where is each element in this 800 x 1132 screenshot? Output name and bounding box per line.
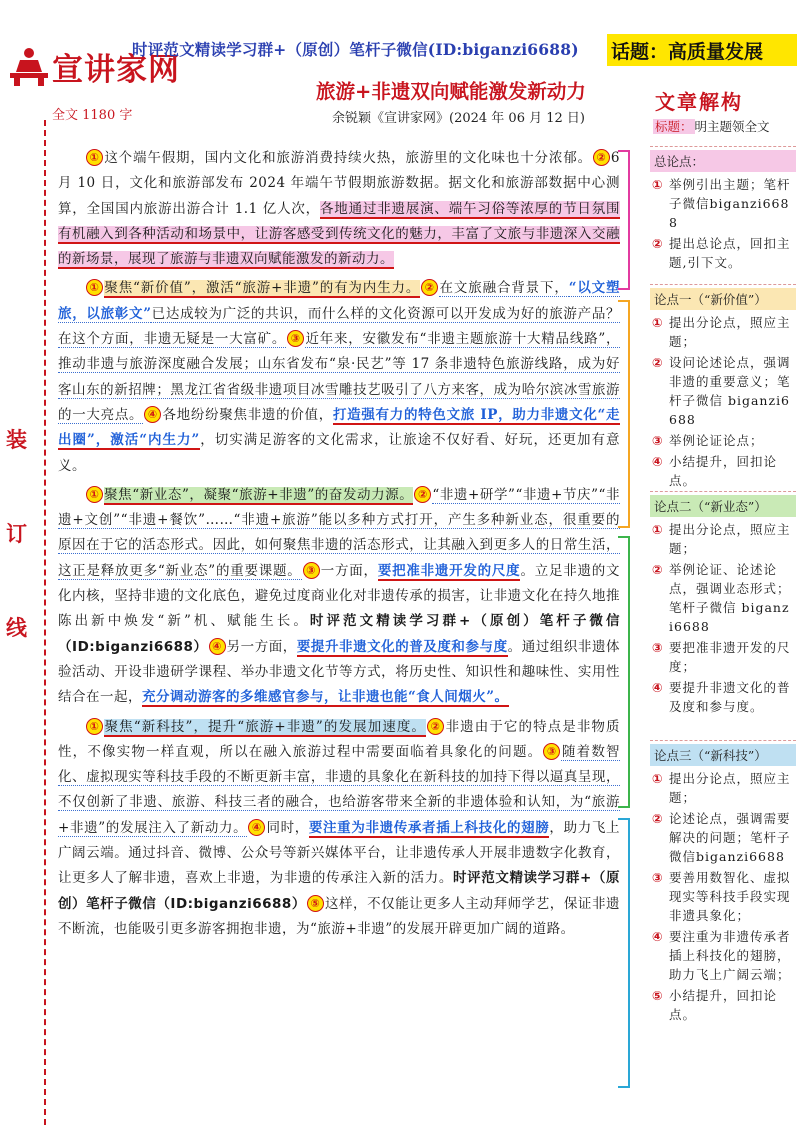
section-item (652, 638, 794, 676)
marker: ② (593, 149, 610, 166)
binding-char-2: 订 (6, 521, 27, 546)
sentence: ，助力飞上广阔云端。通过抖音、微博、公众号等新兴媒体平台，让非遗传承人开展非遗数字化教育，让更多人了解非遗，喜欢上非遗，为非遗的传承注入新的活力。 (58, 819, 621, 887)
point-heading: 聚焦“新价值”，激活“旅游+非遗”的有为内生力。 (104, 280, 421, 297)
item-text: 小结提升，回扣论点。 (669, 454, 778, 488)
marker: ④ (248, 819, 265, 836)
ad-text: 时评范文精读学习群+（原创）笔杆子微信（ID:biganzi6688） (58, 613, 620, 655)
marker: ④ (209, 638, 226, 655)
item-number: ⑤ (652, 988, 663, 1003)
sidebar-divider (650, 284, 796, 285)
marker: ④ (144, 406, 161, 423)
sidebar-divider (650, 491, 796, 492)
item-number: ① (652, 522, 663, 537)
item-number: ③ (652, 433, 663, 448)
sentence: 近年来，安徽发布“非遗主题旅游十大精品线路”，推动非遗与旅游深度融合发展；山东省发布“泉·民艺”等 17 条非遗特色旅游线路，成为好客山东的新招牌；黑龙江省省级非遗项目冰雪雕技艺吸引了八方来客，成为哈尔滨冰雪旅游的一大亮点。 (58, 331, 620, 423)
section-item (652, 452, 794, 490)
sentence: 另一方面， (226, 638, 297, 655)
binding-char-1: 装 (6, 427, 27, 452)
section-item (652, 809, 794, 866)
section-item (652, 175, 794, 232)
article-title: 旅游+非遗双向赋能激发新动力 (316, 80, 586, 103)
bracket-green (618, 536, 630, 808)
section-item (652, 769, 794, 807)
key-phrase: “以文塑旅，以旅彰文” (58, 280, 621, 322)
point-heading: 聚焦“新业态”，凝聚“旅游+非遗”的奋发动力源。 (104, 486, 414, 503)
sentence: 已达成较为广泛的共识，而什么样的文化资源可以开发成为好的旅游产品？在这个方面，非遗无疑是一大富矿。 (58, 305, 621, 348)
sentence: 在文旅融合背景下， (439, 280, 569, 297)
item-number: ③ (652, 640, 663, 655)
item-text: 论述论点，强调需要解决的问题；笔杆子微信biganzi6688 (669, 811, 791, 864)
item-text: 举例论证论点； (669, 433, 764, 448)
marker: ② (427, 718, 444, 735)
paragraph-1 (54, 146, 624, 272)
header-topline: 时评范文精读学习群+（原创）笔杆子微信(ID:biganzi6688) (132, 40, 579, 59)
article-byline: 余锐颖《宣讲家网》(2024 年 06 月 12 日) (332, 111, 585, 126)
sentence: ，切实满足游客的文化需求，让旅途不仅好看、好玩，还更加有意义。 (58, 432, 621, 474)
logo-figure-icon (8, 46, 50, 86)
item-number: ② (652, 562, 663, 577)
item-text: 提出分论点，照应主题； (669, 522, 791, 556)
sentence: 。立足非遗的文化内核，坚持非遗的文化底色，避免过度商业化对非遗传承的损害，让非遗文化在持久地推陈出新中焕发“新”机、赋能生长。 (58, 562, 621, 630)
marker: ⑤ (307, 895, 324, 912)
paragraph-3 (54, 483, 624, 711)
section-item (652, 353, 794, 429)
section-items (650, 766, 796, 1024)
marker: ② (414, 486, 431, 503)
item-text: 提出分论点，照应主题； (669, 315, 791, 349)
item-text: 设问论述论点，强调非遗的重要意义；笔杆子微信 biganzi6688 (669, 355, 791, 427)
item-number: ④ (652, 680, 663, 695)
item-number: ② (652, 355, 663, 370)
marker: ③ (287, 330, 304, 347)
item-text: 举例论证、论述论点，强调业态形式；笔杆子微信 biganzi6688 (669, 562, 791, 634)
section-heading: 论点三（“新科技”） (650, 744, 796, 766)
binding-char-3: 线 (6, 615, 27, 640)
marker: ③ (303, 562, 320, 579)
section-item (652, 234, 794, 272)
section-items (650, 172, 796, 272)
item-number: ④ (652, 929, 663, 944)
item-text: 举例引出主题；笔杆子微信biganzi6688 (669, 177, 791, 230)
item-text: 要提升非遗文化的普及度和参与度。 (669, 680, 791, 714)
sentence: “非遗+研学”“非遗+节庆”“非遗+文创”“非遗+餐饮”……“非遗+旅游”能以多种方式打开，产生多种新业态，很重要的原因在于它的活态形式。因此，如何聚焦非遗的活态形式，让其融入到更多人的日常生活，这正是释放更多“新业态”的重要课题。 (58, 486, 620, 579)
sidebar-heading: 文章解构 (655, 90, 743, 114)
sentence: 同时， (266, 819, 309, 836)
item-text: 提出分论点，照应主题； (669, 771, 791, 805)
section-items (650, 517, 796, 716)
key-phrase: 要把准非遗开发的尺度 (377, 562, 521, 579)
key-phrase: 要注重为非遗传承者插上科技化的翅膀 (308, 819, 550, 836)
section-item (652, 868, 794, 925)
paragraph-4 (54, 715, 624, 943)
item-text: 要注重为非遗传承者插上科技化的翅膀，助力飞上广阔云端； (669, 929, 791, 982)
sentence: 这个端午假期，国内文化和旅游消费持续火热，旅游里的文化味也十分浓郁。 (104, 150, 592, 166)
key-phrase: 充分调动游客的多维感官参与，让非遗也能“食人间烟火”。 (142, 689, 509, 706)
ad-text: 时评范文精读学习群+（原创）笔杆子微信（ID:biganzi6688） (58, 870, 621, 912)
bracket-pink (618, 150, 630, 290)
section-item (652, 431, 794, 450)
key-phrase: 打造强有力的特色文旅 IP，助力非遗文化“走出圈”，激活“内生力” (58, 406, 621, 449)
sentence: 一方面， (320, 562, 378, 579)
section-heading: 总论点： (650, 150, 796, 172)
marker: ① (86, 718, 103, 735)
section-item (652, 927, 794, 984)
item-number: ② (652, 236, 663, 251)
article-body (54, 146, 624, 942)
item-number: ① (652, 315, 663, 330)
marker: ③ (543, 743, 560, 760)
item-number: ① (652, 771, 663, 786)
title-tag (653, 117, 770, 135)
section-heading: 论点二（“新业态”） (650, 495, 796, 517)
item-text: 提出总论点，回扣主题,引下文。 (669, 236, 791, 270)
section-item (652, 678, 794, 716)
sidebar-section-point-2 (650, 495, 796, 718)
sidebar-section-overview (650, 150, 796, 274)
section-heading: 论点一（“新价值”） (650, 288, 796, 310)
sentence: 随着数智化、虚拟现实等科技手段的不断更新丰富，非遗的具象化在新科技的加持下得以逼真呈现，不仅创新了非遗、旅游、科技三者的融合，也给游客带来全新的非遗体验和认知，为“旅游+非遗”的发展注入了新动力。 (58, 743, 620, 836)
section-item (652, 313, 794, 351)
section-item (652, 560, 794, 636)
item-number: ③ (652, 870, 663, 885)
marker: ② (421, 279, 438, 296)
topic-badge: 话题：高质量发展 (607, 34, 797, 66)
sidebar-divider (650, 146, 796, 147)
marker: ① (86, 279, 103, 296)
bracket-blue (618, 818, 630, 1088)
title-tag-value: 明主题领全文 (694, 119, 770, 134)
sentence: 这样，不仅能让更多人主动拜师学艺，保证非遗不断流，也能吸引更多游客拥抱非遗，为“旅游+非遗”的发展开辟更加广阔的道路。 (58, 895, 620, 937)
sidebar-divider (650, 740, 796, 741)
bracket-orange (618, 300, 630, 528)
sidebar-section-point-3 (650, 744, 796, 1026)
sentence: 各地纷纷聚焦非遗的价值， (162, 406, 333, 423)
highlight-sentence: 各地通过非遗展演、端午习俗等浓厚的节日氛围有机融入到各种活动和场景中，让游客感受到传统文化的魅力，丰富了文旅与非遗深入交融的新场景，展现了旅游与非遗双向赋能激发的新动力。 (58, 200, 621, 268)
item-text: 要善用数智化、虚拟现实等科技手段实现非遗具象化； (669, 870, 791, 923)
item-number: ④ (652, 454, 663, 469)
sidebar-section-point-1 (650, 288, 796, 492)
key-phrase: 要提升非遗文化的普及度和参与度 (296, 638, 508, 655)
sentence: 非遗由于它的特点是非物质性，不像实物一样直观，所以在融入旅游过程中需要面临着具象化的问题。 (58, 718, 620, 760)
word-count: 全文 1180 字 (52, 108, 133, 123)
binding-dashed-line (44, 120, 46, 1125)
sentence: 6 月 10 日，文化和旅游部发布 2024 年端午节假期旅游数据。据文化和旅游部数据中心测算，全国国内旅游出游合计 1.1 亿人次， (58, 150, 620, 217)
item-number: ① (652, 177, 663, 192)
item-text: 要把准非遗开发的尺度； (669, 640, 791, 674)
section-item (652, 986, 794, 1024)
item-number: ② (652, 811, 663, 826)
section-items (650, 310, 796, 490)
point-heading: 聚焦“新科技”，提升“旅游+非遗”的发展加速度。 (104, 718, 426, 735)
section-item (652, 520, 794, 558)
marker: ① (86, 486, 103, 503)
title-tag-key: 标题： (655, 119, 693, 134)
paragraph-2 (54, 276, 624, 478)
logo-text: 宣讲家网 (52, 52, 180, 88)
item-text: 小结提升，回扣论点。 (669, 988, 778, 1022)
marker: ① (86, 149, 103, 166)
sentence: 。通过组织非遗体验活动、开设非遗研学课程、举办非遗文化节等方式，将历史性、知识性和趣味性、实用性结合在一起， (58, 638, 621, 706)
